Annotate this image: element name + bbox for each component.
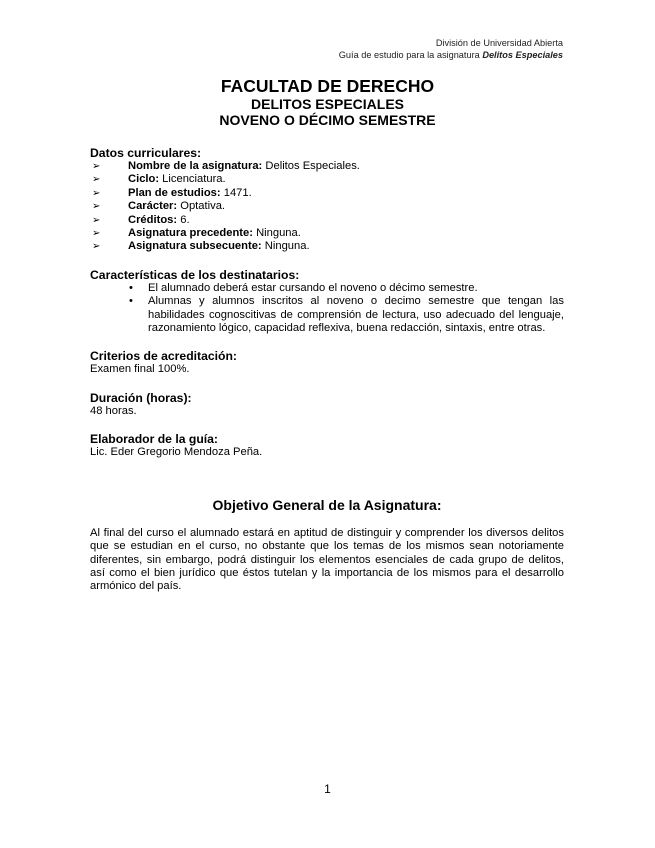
header-subject: Delitos Especiales — [482, 50, 563, 60]
page-header — [339, 37, 563, 61]
datos-label: Nombre de la asignatura: — [128, 160, 263, 172]
list-item — [90, 227, 564, 240]
arrow-icon: ➢ — [92, 174, 101, 186]
header-guide — [339, 49, 563, 61]
criterios-text: Examen final 100%. — [90, 363, 190, 376]
datos-value: 6. — [177, 213, 190, 226]
list-item — [90, 282, 564, 295]
arrow-icon: ➢ — [92, 187, 101, 199]
datos-label: Asignatura subsecuente: — [128, 240, 262, 253]
elaborador-heading: Elaborador de la guía: — [90, 432, 218, 447]
objetivo-heading: Objetivo General de la Asignatura: — [212, 496, 442, 513]
criterios-heading: Criterios de acreditación: — [90, 349, 237, 364]
elaborador-text: Lic. Eder Gregorio Mendoza Peña. — [90, 446, 263, 459]
duracion-heading: Duración (horas): — [90, 390, 192, 405]
bullet-icon: • — [129, 295, 133, 308]
destinatarios-heading: Características de los destinatarios: — [90, 267, 300, 282]
main-content — [90, 146, 564, 594]
datos-value: Licenciatura. — [159, 173, 226, 186]
datos-label: Ciclo: — [128, 173, 160, 186]
datos-value: Ninguna. — [261, 240, 310, 253]
destinatarios-text: Alumnas y alumnos inscritos al noveno o decimo semestre que tengan las habilidades cognoscitivas de comprensión de lectura, uso adecuado del lenguaje, razonamiento lógico, capacidad reflexiva, buena redacción, sintaxis, entre otras. — [148, 295, 564, 335]
semester-title: NOVENO O DÉCIMO SEMESTRE — [219, 112, 436, 128]
datos-list — [90, 160, 564, 254]
list-item — [90, 173, 564, 186]
datos-label: Créditos: — [128, 213, 178, 226]
header-guide-prefix: Guía de estudio para la asignatura — [338, 50, 483, 60]
list-item — [90, 187, 564, 200]
destinatarios-text: El alumnado deberá estar cursando el noveno o décimo semestre. — [148, 281, 478, 294]
list-item — [90, 295, 564, 335]
list-item — [90, 240, 564, 253]
duracion-text: 48 horas. — [90, 404, 137, 417]
datos-value: 1471. — [220, 186, 252, 199]
datos-heading: Datos curriculares: — [90, 146, 202, 160]
list-item — [90, 214, 564, 227]
faculty-title: FACULTAD DE DERECHO — [220, 76, 435, 96]
page-number: 1 — [324, 782, 331, 796]
header-division: División de Universidad Abierta — [435, 38, 563, 48]
datos-label: Asignatura precedente: — [128, 227, 253, 240]
datos-value: Optativa. — [177, 200, 226, 213]
arrow-icon: ➢ — [92, 241, 101, 253]
datos-label: Plan de estudios: — [128, 186, 221, 199]
datos-value: Delitos Especiales. — [262, 160, 360, 172]
list-item — [90, 160, 564, 173]
datos-label: Carácter: — [128, 200, 178, 213]
destinatarios-list — [90, 282, 564, 336]
arrow-icon: ➢ — [92, 161, 101, 172]
datos-value: Ninguna. — [252, 227, 301, 240]
course-title: DELITOS ESPECIALES — [251, 96, 404, 112]
list-item — [90, 200, 564, 213]
title-block — [0, 77, 655, 128]
objetivo-text: Al final del curso el alumnado estará en aptitud de distinguir y comprender los diversos delitos que se estudian en el curso, no obstante que los temas de los mismos sean notoriamente diferentes, sin embargo, podrá distinguir los elementos esenciales de cada grupo de delitos, así como el bien jurídico que éstos tutelan y la importancia de los mismos para el desarrollo armónico del país. — [90, 526, 564, 593]
bullet-icon: • — [129, 281, 133, 294]
arrow-icon: ➢ — [92, 228, 101, 240]
arrow-icon: ➢ — [92, 214, 101, 226]
arrow-icon: ➢ — [92, 201, 101, 213]
